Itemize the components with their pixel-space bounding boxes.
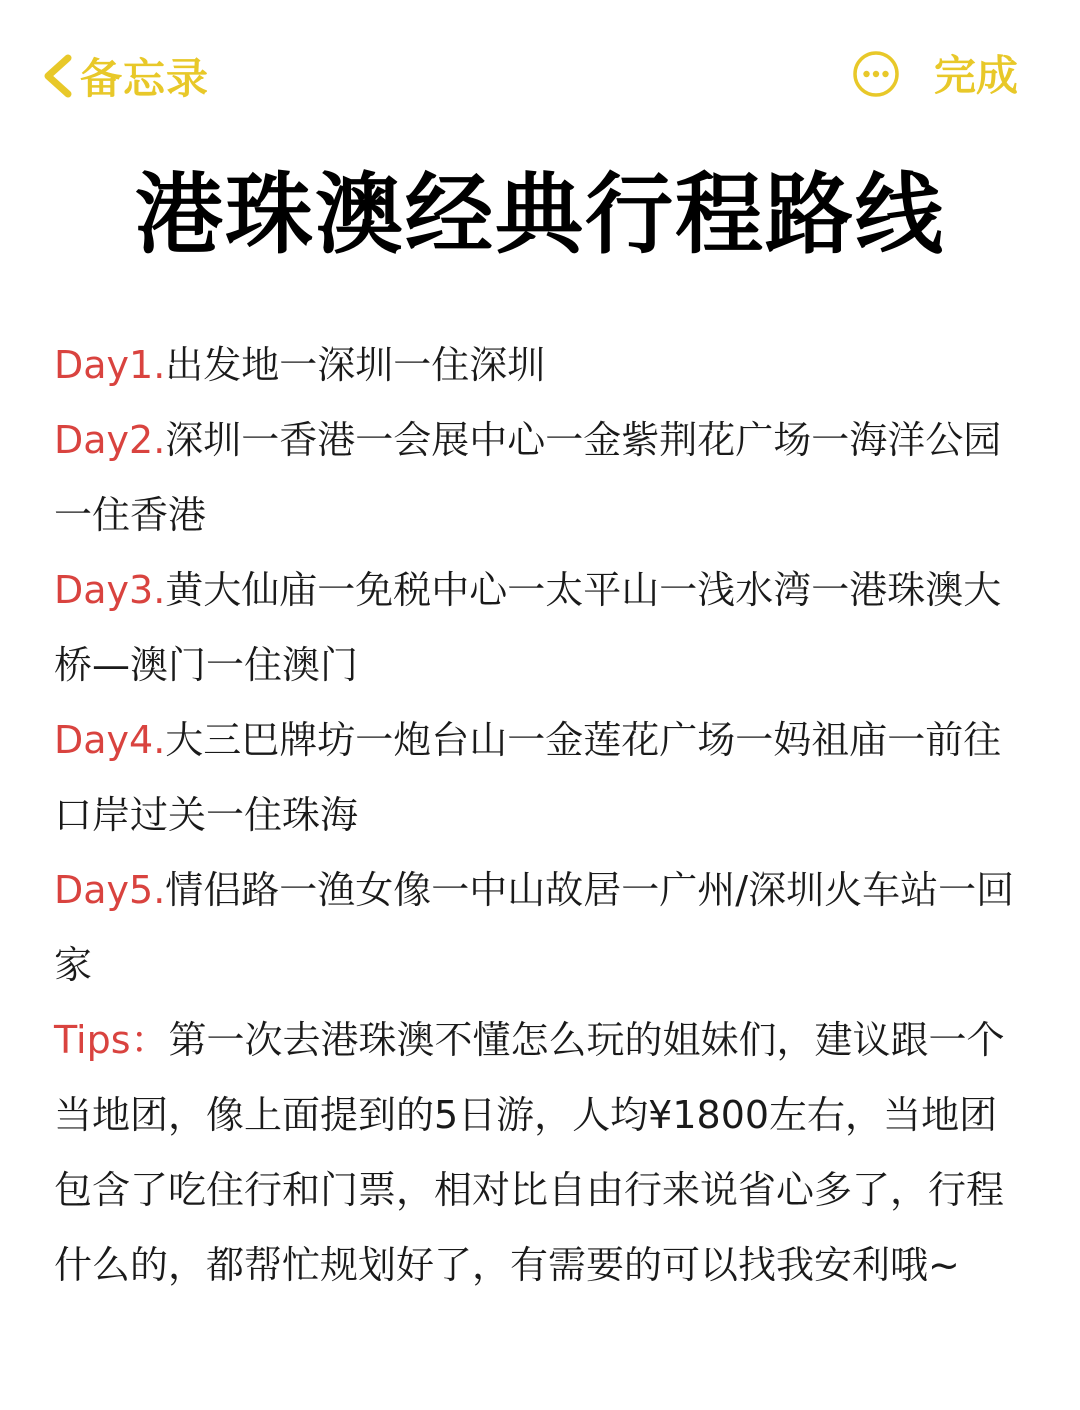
day-route: 黄大仙庙一免税中心一太平山一浅水湾一港珠澳大桥—澳门一住澳门 xyxy=(54,568,1002,687)
day-route: 深圳一香港一会展中心一金紫荆花广场一海洋公园一住香港 xyxy=(54,418,1002,537)
tips-label: Tips： xyxy=(54,1018,169,1062)
day-label: Day2. xyxy=(54,418,166,462)
tips-text: 第一次去港珠澳不懂怎么玩的姐妹们，建议跟一个当地团，像上面提到的5日游，人均¥1800左右，当地团包含了吃住行和门票，相对比自由行来说省心多了，行程什么的，都帮忙规划好了，有需要的可以找我安利哦~ xyxy=(54,1018,1005,1287)
itinerary-day-5 xyxy=(54,853,1024,1003)
day-label: Day1. xyxy=(54,343,166,387)
back-button[interactable] xyxy=(38,46,209,106)
day-label: Day4. xyxy=(54,718,166,762)
ellipsis-circle-icon xyxy=(852,50,900,98)
tips-paragraph xyxy=(54,1003,1024,1303)
itinerary-day-3 xyxy=(54,553,1024,703)
itinerary-day-4 xyxy=(54,703,1024,853)
itinerary-day-2 xyxy=(54,403,1024,553)
more-button[interactable] xyxy=(852,50,900,98)
day-route: 出发地一深圳一住深圳 xyxy=(165,343,546,387)
day-route: 大三巴牌坊一炮台山一金莲花广场一妈祖庙一前往口岸过关一住珠海 xyxy=(54,718,1002,837)
day-route: 情侣路一渔女像一中山故居一广州/深圳火车站一回家 xyxy=(54,868,1015,987)
itinerary-day-1 xyxy=(54,328,1024,403)
back-label: 备忘录 xyxy=(80,54,210,103)
note-body[interactable] xyxy=(54,328,1024,1303)
chevron-left-icon xyxy=(38,50,76,102)
note-title: 港珠澳经典行程路线 xyxy=(134,163,945,266)
day-label: Day5. xyxy=(54,868,166,912)
day-label: Day3. xyxy=(54,568,166,612)
nav-bar xyxy=(0,0,1080,150)
done-button[interactable]: 完成 xyxy=(934,51,1019,100)
